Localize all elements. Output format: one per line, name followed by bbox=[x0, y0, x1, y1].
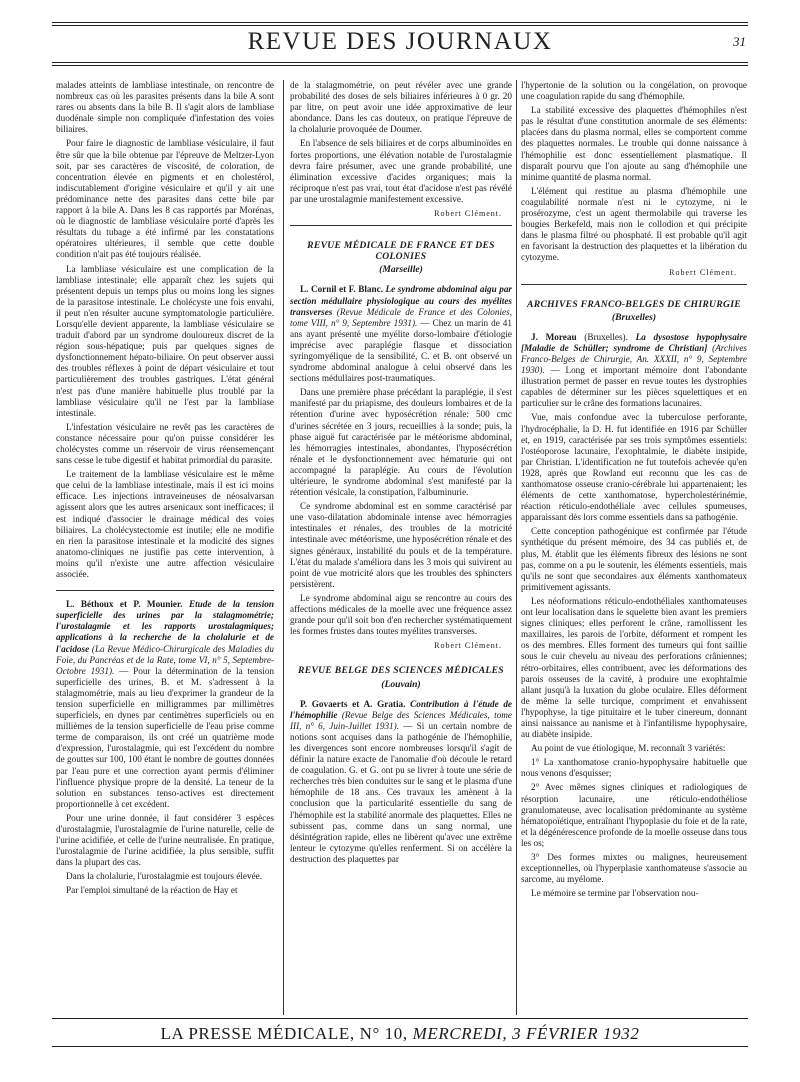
paragraph: La lambliase vésiculaire est une complication de la lambliase intestinale; elle apparaît chez les sujets qui présentent depuis un temps plus ou moins long les signes de la parasitose intestinale. Le cholécyste une fois envahi, il peut n'en résulter aucune symptomatologie particulière. Lorsqu'elle devient apparente, la lambliase vésiculaire se traduit d'abord par un syndrome douloureux discret de la région sous-hépatique; puis par quelques signes de dysfonctionnement hépato-biliaire. On peut observer aussi des troubles réflexes à point de départ vésiculaire et tout particulièrement des troubles gastriques. L'état général n'est pas d'une manière habituelle plus troublé par la lambliase vésiculaire qu'il ne l'est par la lambliase intestinale. bbox=[56, 263, 274, 418]
paragraph: 1° La xanthomatose cranio-hypophysaire habituelle que nous venons d'esquisser; bbox=[521, 757, 747, 779]
footer-date: MERCREDI, 3 FÉVRIER 1932 bbox=[412, 1024, 640, 1043]
article-text: — Pour la détermination de la tension superficielle des urines, B. et M. s'adressent à la stalagmométrie, mais au lieu d'exprimer la grandeur de la tension superficielle en milligrammes par millimètres superficiels, en dynes par centimètres superficiels ou en millièmes de la tension superficielle de l'eau prise comme terme de comparaison, ils ont créé un quatrième mode d'expression, l'urostalagmie, qui est l'excédent du nombre de gouttes sur 100, 100 étant le nombre de gouttes données par l'eau pure et une correction ayant permis d'éliminer l'influence physique propre de la densité. La teneur de la solution en substances tenso-actives est directement proportionnelle à cet excédent. bbox=[56, 665, 274, 809]
article-title: Contribution à l'étude de l'hémophilie bbox=[290, 698, 512, 720]
journal-section-title: REVUE DES JOURNAUX bbox=[247, 28, 553, 55]
signature: Robert Clément. bbox=[669, 267, 737, 277]
paragraph: Pour une urine donnée, il faut considérer 3 espèces d'urostalagmie, l'urostalagmie de l'urine naturelle, celle de l'urine acidifiée, et celle de l'urine neutralisée. En pratique, l'urostalagmie de l'urine acidifiée, la plus sensible, suffit dans la plupart des cas. bbox=[56, 812, 274, 868]
paragraph: Dans une première phase précédant la paraplégie, il s'est manifesté par du priapisme, des douleurs lombaires et de la rétention d'urine avec hyposécrétion rénale: 500 cmc d'urines sécrétée en 3 jours, recueillies à la sonde; puis, la phase aiguë fut caractérisée par le météorisme abdominal, les hémorragies intestinales, abondantes, l'hyposécrétion rénale et le dysfonctionnement avec hématurie qui ont accompagné la paraplégie. Au cours de l'évolution ultérieure, le syndrome abdominal s'est manifesté par la rétention vésicale, la constipation, l'albuminurie. bbox=[290, 387, 512, 498]
footer-journal: LA PRESSE MÉDICALE, N° 10, bbox=[160, 1024, 408, 1043]
paragraph: Le syndrome abdominal aigu se rencontre au cours des affections médicales de la moelle avec une fréquence assez grande pour qu'il soit bon d'en rechercher systématiquement les formes frustes dans toutes myélites transverses. bbox=[290, 592, 512, 637]
article-text: — Long et important mémoire dont l'abondante illustration permet de passer en revue toutes les dystrophies capables de déterminer sur les pièces squelettiques et en particulier sur le crâne des formations lacunaires. bbox=[521, 365, 747, 409]
paragraph: de la stalagmométrie, on peut révéler avec une grande probabilité des doses de sels biliaires inférieures à 0 gr. 20 par litre, on peut avoir une idée approximative de leur abondance. Dans les cas douteux, on pratique l'épreuve de la cholalurie provoquée de Doumer. bbox=[290, 80, 512, 135]
article-reference: (Revue Médicale de France et des Colonies, tome VIII, n° 9, Septembre 1931). bbox=[290, 306, 512, 328]
article-heading bbox=[521, 332, 747, 410]
column-3 bbox=[521, 80, 747, 1020]
header-rule-top bbox=[52, 22, 748, 23]
article-text: — Si un certain nombre de notions sont acquises dans la pathogénie de l'hémophilie, les divergences sont encore nombreuses lorsqu'il s'agit de définir la nature exacte de l'anomalie d'où découle le retard de coagulation. G. et G. ont pu se livrer à toute une série de recherches très bien conduites sur le sang et le plasma d'une hémophile de 18 ans. Ces travaux les amènent à la conclusion que la particularité essentielle du sang de l'hémophile est la stabilité anormale des plaquettes. Elles ne subissent pas, comme dans un sang normal, une désintégration rapide, elles ne libèrent qu'avec une extrême lenteur le cytozyme qu'elles renferment. Si on accélère la destruction des plaquettes par bbox=[290, 720, 512, 864]
article-title: Le syndrome abdominal aigu par section médullaire physiologique au cours des myélites transverses bbox=[290, 284, 512, 317]
paragraph: Par l'emploi simultané de la réaction de Hay et bbox=[66, 885, 238, 896]
page-footer bbox=[52, 1024, 748, 1044]
article-authors: P. Govaerts et A. Gratia. bbox=[300, 698, 406, 709]
article-title: La dysostose hypophysaire [Maladie de Schüller; syndrome de Christian] bbox=[521, 331, 747, 353]
paragraph: Vue, mais confondue avec la tuberculose perforante, l'hydrocéphalie, la D. H. fut identifiée en 1916 par Schüller et, en 1919, caractérisée par ses trois symptômes essentiels: l'ostéoporose lacunaire, l'exophtalmie, le diabète insipide, par Christian. L'identification ne fut toutefois achevée qu'en 1928, après que Rowland eut reconnu que les cas de xanthomatose osseuse cranio-cérébrale lui appartenaient; les éléments de cette xanthomatose, hypercholestérinémie, réaction réticulo-endothéliale avec cellules spumeuses, apparaissant dès lors comme essentiels dans sa pathogénie. bbox=[521, 412, 747, 523]
article-author-city: (Bruxelles). bbox=[584, 331, 628, 342]
column-separator-2 bbox=[516, 80, 517, 1015]
header-rule-bottom bbox=[52, 62, 748, 63]
article-authors: J. Moreau bbox=[531, 331, 577, 342]
article-reference: (La Revue Médico-Chirurgicale des Maladies du Foie, du Pancréas et de la Rate, tome VI, n° 5, Septembre-Octobre 1931). bbox=[56, 643, 274, 676]
paragraph: Ce syndrome abdominal est en somme caractérisé par une vaso-dilatation abdominale intense avec hémorragies intestinales et rénales, des troubles de la motricité intestinale avec météorisme, une hyposécrétion rénale et des signes généraux, instabilité du pouls et de la température. L'état du malade s'améliora dans les 3 mois qui suivirent au point de vue motricité alors que les troubles des sphincters persistèrent. bbox=[290, 501, 512, 589]
journal-heading: REVUE BELGE DES SCIENCES MÉDICALES bbox=[298, 665, 504, 677]
article-heading bbox=[56, 599, 274, 810]
page-header bbox=[52, 28, 748, 62]
signature: Robert Clément. bbox=[434, 641, 502, 651]
section-divider bbox=[521, 284, 747, 285]
paragraph: Pour faire le diagnostic de lambliase vésiculaire, il faut être sûr que la bile obtenue par l'épreuve de Meltzer-Lyon soit, par ses caractères de viscosité, de coloration, de concentration élevée en pigments et en cholestérol, indiscutablement d'origine vésiculaire et qu'il y ait une prédominance nette des parasites dans cette bile par rapport à la bile A. Dans les 8 cas rapportés par Morénas, où le diagnostic de lambliase vésiculaire porté d'après les résultats du tubage a été infirmé par les constatations opératoires ultérieures, il semble que cette double condition n'ait pas été toujours réalisée. bbox=[56, 138, 274, 260]
article-heading bbox=[290, 284, 512, 384]
journal-location: (Louvain) bbox=[381, 678, 421, 690]
column-1 bbox=[56, 80, 274, 1020]
paragraph: Dans la cholalurie, l'urostalagmie est toujours élevée. bbox=[66, 871, 263, 882]
article-title: Etude de la tension superficielle des urines par la stalagmométrie; l'urostalagmie et les rapports urostalagmiques; applications à la recherche de la cholalurie et de l'acidose bbox=[56, 599, 274, 654]
paragraph: Le mémoire se termine par l'observation nou- bbox=[531, 888, 699, 899]
journal-heading: REVUE MÉDICALE DE FRANCE ET DES COLONIES bbox=[307, 240, 495, 263]
header-rule-top-inner bbox=[52, 25, 748, 26]
paragraph: L'infestation vésiculaire ne revêt pas les caractères de constance nécessaire pour qu'on puisse considérer les cholécystes comme un réservoir de virus réensemençant sans cesse le tube digestif et habitat primordial du parasite. bbox=[56, 421, 274, 466]
paragraph: En l'absence de sels biliaires et de corps albuminoïdes en fortes proportions, une élévation notable de l'urostalagmie devra faire présumer, avec une grande probabilité, une élimination excessive d'acides organiques; mais la réciproque n'est pas vrai, tout état d'acidose n'est pas révélé par une urostalagmie manifestement excessive. bbox=[290, 138, 512, 204]
article-reference: (Archives Franco-Belges de Chirurgie, An. XXXII, n° 9, Septembre 1930). bbox=[521, 342, 747, 376]
article-reference: (Revue Belge des Sciences Médicales, tome III, n° 6, Juin-Juillet 1931). bbox=[290, 709, 512, 731]
journal-location: (Marseille) bbox=[379, 264, 423, 276]
article-heading bbox=[290, 699, 512, 865]
journal-heading: ARCHIVES FRANCO-BELGES DE CHIRURGIE bbox=[527, 298, 741, 310]
paragraph: 3° Des formes mixtes ou malignes, heureusement exceptionnelles, où l'hyperplasie xanthomateuse s'associe au sarcome, au myélome. bbox=[521, 852, 747, 885]
article-divider bbox=[56, 590, 274, 591]
paragraph: L'élément qui restitue au plasma d'hémophile une coagulabilité normale n'est ni le cytozyme, ni le prosérozyme, c'est un agent thermolabile qui traverse les bougies Berkefeld, mais non le collodion et qui précipite dans le plasma filtré ou phosphaté. Il est probable qu'il agit en favorisant la destruction des plaquettes et la libération du cytozyme. bbox=[521, 185, 747, 263]
paragraph: l'hypertonie de la solution ou la congélation, on provoque une coagulation rapide du sang d'hémophile. bbox=[521, 80, 747, 102]
paragraph: malades atteints de lambliase intestinale, on rencontre de nombreux cas où les parasites présents dans la bile A sont rares ou absents dans la bile B. Il s'agit alors de lambliase duodénale simple non compliquée d'infestation des voies biliaires. bbox=[56, 80, 274, 135]
signature: Robert Clément. bbox=[434, 209, 502, 219]
section-divider bbox=[290, 225, 512, 226]
paragraph: Les néoformations réticulo-endothéliales xanthomateuses ont leur localisation dans le squelette bien avant les premiers signes cliniques; elles perforent le crâne, ramollissent les maxillaires, les parois de l'orbite, déforment et rompent les os des membres. Elles forment des tumeurs qui font saillie sous le cuir chevelu au niveau des perforations crâniennes; rétro-orbitaires, elles contribuent, avec les déformations des parois osseuses de la cavité, à produire une exophtalmie allant jusqu'à la luxation du globe oculaire. Elles déforment de même la selle turcique, compriment et envahissent l'hypophyse, la tige pituitaire et le tuber cinereum, donnant ainsi naissance au nanisme et à l'infantilisme hypophysaire, au diabète insipide. bbox=[521, 595, 747, 740]
paragraph: Cette conception pathogénique est confirmée par l'étude synthétique du présent mémoire, des 34 cas publiés et, de plus, M. établit que les éléments fibreux des lésions ne sont pas, comme on a pu le soutenir, les éléments essentiels, mais qu'ils ne sont que secondaires aux éléments xanthomateux primitivement agissants. bbox=[521, 526, 747, 592]
article-authors: L. Béthoux et P. Mounier. bbox=[66, 599, 183, 610]
article-authors: L. Cornil et F. Blanc. bbox=[300, 284, 383, 295]
paragraph: 2° Avec mêmes signes cliniques et radiologiques de résorption lacunaire, une réticulo-endothéliose granulomateuse, avec localisation prédominante au système hématopoïétique, entraînant l'hypoplasie du foie et de la rate, et la dégénérescence profonde de la moelle osseuse dans tous les os; bbox=[521, 782, 747, 848]
page-number: 31 bbox=[733, 34, 746, 49]
column-separator-1 bbox=[283, 80, 284, 1015]
article-text: — Chez un marin de 41 ans ayant présenté une myélite dorso-lombaire d'étiologie imprécise avec paraplégie flasque et dissociation syringomyélique de la sensibilité, C. et B. ont observé un syndrome abdominal analogue à celui observé dans les sections médullaires post-traumatiques. bbox=[290, 317, 512, 384]
paragraph: Au point de vue étiologique, M. reconnaît 3 variétés: bbox=[531, 743, 726, 754]
paragraph: La stabilité excessive des plaquettes d'hémophiles n'est pas le résultat d'une constitution anormale de ses éléments: placées dans du plasma normal, elles se comportent comme des plaquettes normales. Le trouble qui donne naissance à l'hémophilie est donc essentiellement plasmatique. Il disparaît pourvu que l'on ajoute au sang d'hémophile une minime quantité de plasma normal. bbox=[521, 105, 747, 182]
header-rule-bottom-inner bbox=[52, 65, 748, 66]
journal-location: (Bruxelles) bbox=[611, 311, 657, 323]
footer-rule-bottom bbox=[52, 1046, 748, 1047]
column-2 bbox=[290, 80, 512, 1020]
paragraph: Le traitement de la lambliase vésiculaire est le même que celui de la lambliase intestinale, mais il est ici moins efficace. Les injections intraveineuses de néosalvarsan agissent alors que les autres arsenicaux sont inefficaces; il est indiqué d'associer le drainage médical des voies biliaires. La cholécystectomie est inutile; elle ne modifie en rien la parasitose intestinale et la modicité des signes anatomo-cliniques ne justifie pas cette intervention, à moins qu'il n'existe une autre affection vésiculaire associée. bbox=[56, 469, 274, 580]
footer-rule-top bbox=[52, 1018, 748, 1019]
